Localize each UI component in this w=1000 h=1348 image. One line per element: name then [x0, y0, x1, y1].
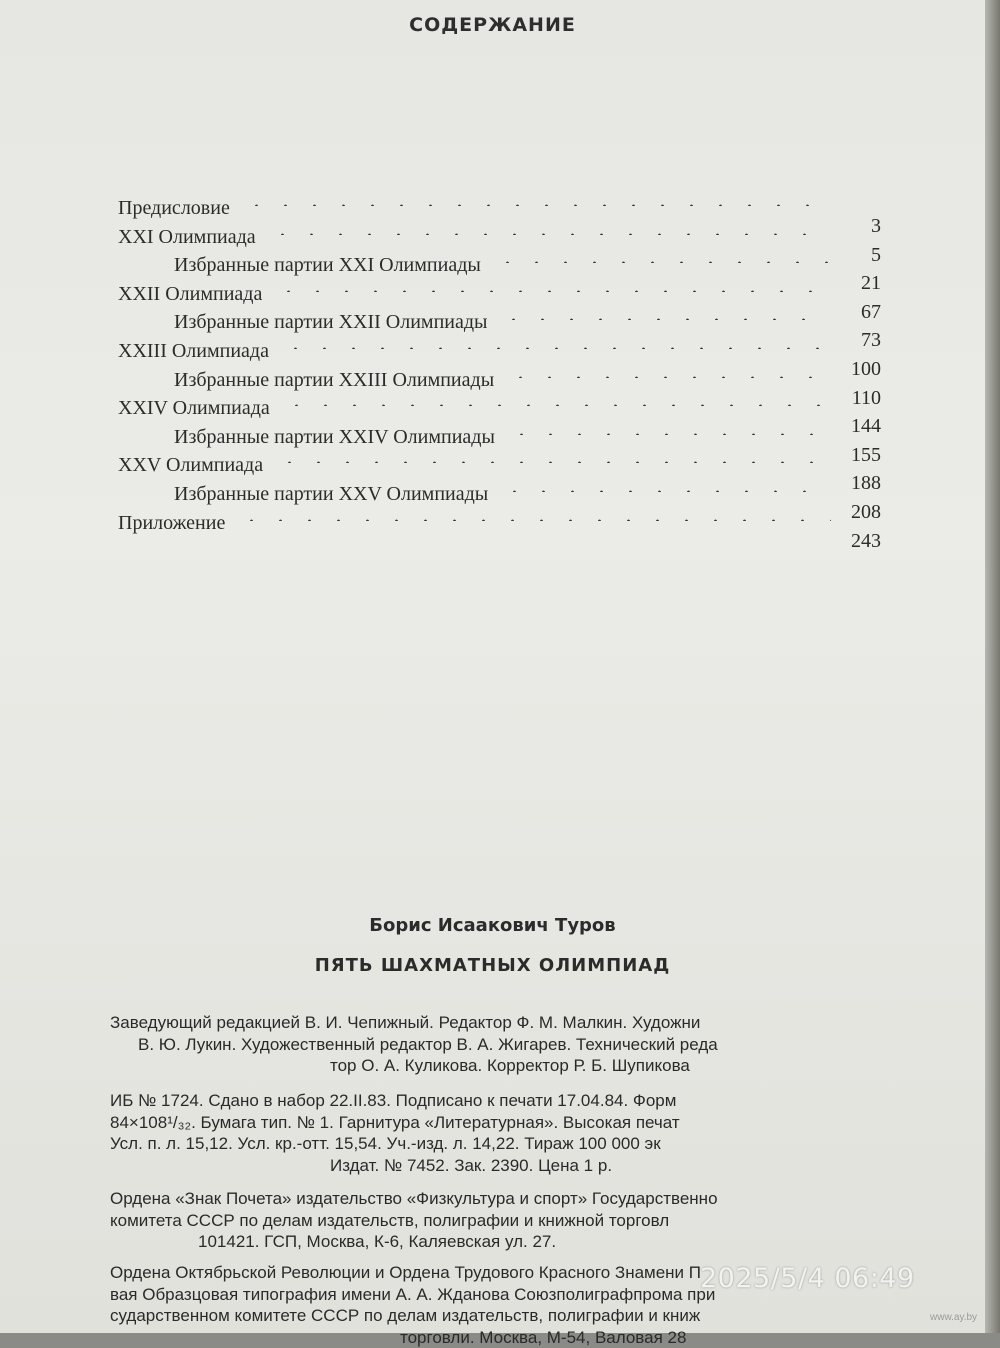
toc-entry	[118, 480, 883, 509]
toc-leader-dots	[242, 204, 831, 206]
toc-entry	[118, 251, 883, 280]
toc-leader-dots	[499, 318, 831, 320]
toc-entry	[118, 337, 883, 366]
toc-entry-title: XXI Олимпиада	[118, 223, 256, 251]
imprint-staff	[110, 1012, 985, 1077]
toc-leader-dots	[500, 490, 831, 492]
toc-entry	[118, 194, 883, 223]
toc-entry	[118, 308, 883, 337]
toc-entry	[118, 394, 883, 423]
toc-leader-dots	[268, 233, 831, 235]
imprint-line: вая Образцовая типография имени А. А. Жданова Союзполиграфпрома при	[110, 1284, 985, 1306]
toc-entry-title: XXIII Олимпиада	[118, 337, 269, 365]
toc-entry	[118, 366, 883, 395]
imprint-line: тор О. А. Куликова. Корректор Р. Б. Шупикова	[110, 1055, 985, 1077]
toc-entry-page: 144	[821, 412, 881, 440]
toc-entry-page: 100	[821, 355, 881, 383]
toc-leader-dots	[282, 404, 831, 406]
imprint-line: ИБ № 1724. Сдано в набор 22.II.83. Подписано к печати 17.04.84. Форм	[110, 1090, 985, 1112]
toc-entry-page: 73	[821, 326, 881, 354]
toc-entry-title: XXII Олимпиада	[118, 280, 262, 308]
toc-entry-page: 243	[821, 527, 881, 555]
toc-entry	[118, 280, 883, 309]
toc-entry	[118, 423, 883, 452]
imprint-publisher	[110, 1188, 985, 1253]
site-watermark: www.ay.by	[930, 1312, 977, 1323]
page-edge	[985, 0, 1000, 1333]
imprint-line: Заведующий редакцией В. И. Чепижный. Редактор Ф. М. Малкин. Художни	[110, 1012, 985, 1034]
toc-entry-page: 188	[821, 469, 881, 497]
table-of-contents	[118, 194, 883, 537]
toc-leader-dots	[274, 290, 831, 292]
imprint-line: Ордена Октябрьской Революции и Ордена Трудового Красного Знамени П	[110, 1262, 985, 1284]
toc-entry-page: 5	[821, 241, 881, 269]
toc-leader-dots	[281, 347, 831, 349]
book-title: ПЯТЬ ШАХМАТНЫХ ОЛИМПИАД	[0, 955, 985, 976]
toc-entry-title: Избранные партии XXII Олимпиады	[174, 308, 487, 336]
toc-entry-page: 3	[821, 212, 881, 240]
toc-entry	[118, 509, 883, 538]
toc-entry	[118, 223, 883, 252]
toc-entry-title: Избранные партии XXV Олимпиады	[174, 480, 488, 508]
toc-entry-page: 155	[821, 441, 881, 469]
toc-entry-title: Избранные партии XXI Олимпиады	[174, 251, 481, 279]
toc-entry-title: Избранные партии XXIV Олимпиады	[174, 423, 495, 451]
imprint-line: Издат. № 7452. Зак. 2390. Цена 1 р.	[110, 1155, 985, 1177]
toc-entry-page: 21	[821, 269, 881, 297]
toc-entry-title: Избранные партии XXIII Олимпиады	[174, 366, 494, 394]
toc-entry-title: Предисловие	[118, 194, 230, 222]
imprint-line: сударственном комитете СССР по делам издательств, полиграфии и книж	[110, 1305, 985, 1327]
toc-heading: СОДЕРЖАНИЕ	[0, 14, 985, 36]
imprint-line: 101421. ГСП, Москва, К-6, Каляевская ул. 27.	[110, 1231, 985, 1253]
imprint-line: торговли. Москва, М-54, Валовая 28	[110, 1327, 985, 1348]
book-author: Борис Исаакович Туров	[0, 915, 985, 936]
toc-entry-title: Приложение	[118, 509, 225, 537]
imprint-line: 84×108¹/₃₂. Бумага тип. № 1. Гарнитура «Литературная». Высокая печат	[110, 1112, 985, 1134]
toc-entry	[118, 451, 883, 480]
toc-entry-page: 110	[821, 384, 881, 412]
photo-timestamp: 2025/5/4 06:49	[700, 1263, 915, 1294]
toc-leader-dots	[237, 519, 831, 521]
toc-leader-dots	[506, 376, 831, 378]
imprint-line: комитета СССР по делам издательств, полиграфии и книжной торговл	[110, 1210, 985, 1232]
toc-entry-page: 67	[821, 298, 881, 326]
toc-leader-dots	[507, 433, 831, 435]
imprint-line: В. Ю. Лукин. Художественный редактор В. А. Жигарев. Технический реда	[110, 1034, 985, 1056]
imprint-line: Усл. п. л. 15,12. Усл. кр.-отт. 15,54. Уч.-изд. л. 14,22. Тираж 100 000 эк	[110, 1133, 985, 1155]
imprint-line: Ордена «Знак Почета» издательство «Физкультура и спорт» Государственно	[110, 1188, 985, 1210]
imprint-print-details	[110, 1090, 985, 1176]
toc-leader-dots	[493, 261, 831, 263]
toc-entry-page: 208	[821, 498, 881, 526]
toc-entry-title: XXIV Олимпиада	[118, 394, 270, 422]
toc-entry-title: XXV Олимпиада	[118, 451, 263, 479]
toc-leader-dots	[275, 461, 831, 463]
